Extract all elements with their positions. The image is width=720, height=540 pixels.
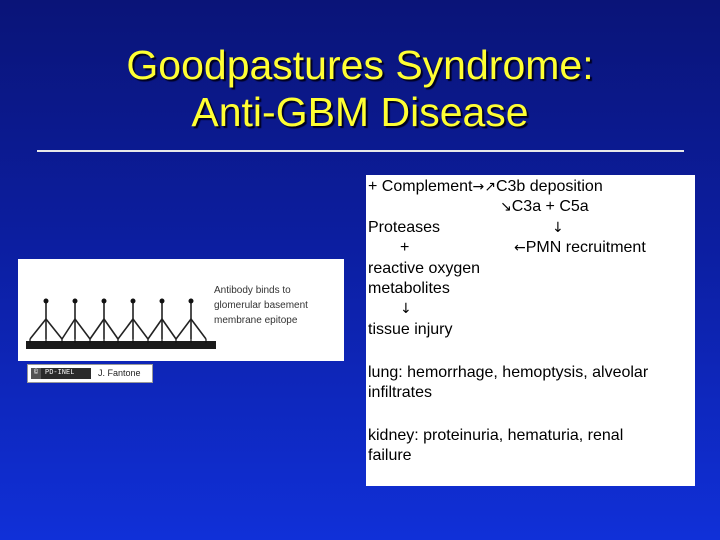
lung-findings-line-1: lung: hemorrhage, hemoptysis, alveolar [368,364,649,381]
plus-label: + [400,239,410,256]
pathway-line-c3a [500,197,589,218]
arrow-left-icon: ← [514,240,526,256]
title-line-2: Anti-GBM Disease [191,89,529,135]
pathway-line-complement [368,177,603,198]
figure-caption-line: membrane epitope [214,315,298,326]
arrow-down-icon [400,299,412,320]
kidney-findings-line-1: kidney: proteinuria, hematuria, renal [368,427,624,444]
proteases-label: Proteases [368,219,441,236]
antibody-figure [18,259,344,361]
figure-caption [214,283,342,328]
credit-author: J. Fantone [98,368,141,378]
lung-findings-line-2: infiltrates [368,384,433,401]
antibody [30,303,62,339]
antibody [90,303,118,339]
arrow-up-right-icon: ↗ [484,179,496,195]
image-credit [27,364,153,383]
pathway-line-proteases [368,218,440,239]
antibody-binding-illustration [18,259,218,361]
title-divider [37,150,684,152]
kidney-findings-line-2: failure [368,447,412,464]
arrow-right-icon: → [472,179,485,195]
antibody [176,303,206,339]
complement-label: + Complement [368,178,473,195]
license-badge [31,368,91,379]
pathway-line-metabolites: metabolites [368,280,450,297]
arrow-down-glyph: ↓ [552,220,564,236]
arrow-down-right-icon: ↘ [500,199,512,215]
pmn-label: PMN recruitment [525,239,646,256]
license-label: PD-INEL [45,369,75,377]
basement-membrane [26,341,216,349]
figure-caption-line: Antibody binds to [214,285,291,296]
title-line-1: Goodpastures Syndrome: [126,42,594,88]
arrow-down-icon [552,218,564,239]
arrow-down-glyph: ↓ [400,301,412,317]
figure-caption-line: glomerular basement [214,300,308,311]
c3a-c5a-label: C3a + C5a [511,198,589,215]
antibody [62,303,90,339]
c3b-label: C3b deposition [495,178,603,195]
slide-title [0,42,720,136]
antibody [118,303,148,339]
pathway-line-reactive: reactive oxygen [368,260,481,277]
antibodies [30,303,206,339]
pathway-line-plus [400,238,409,259]
antibody-heads [44,299,194,304]
antibody [148,303,176,339]
pathway-line-pmn [514,238,646,259]
pathway-textbox [366,175,695,486]
pathway-line-tissue-injury: tissue injury [368,321,453,338]
cc-icon: © [31,368,41,379]
